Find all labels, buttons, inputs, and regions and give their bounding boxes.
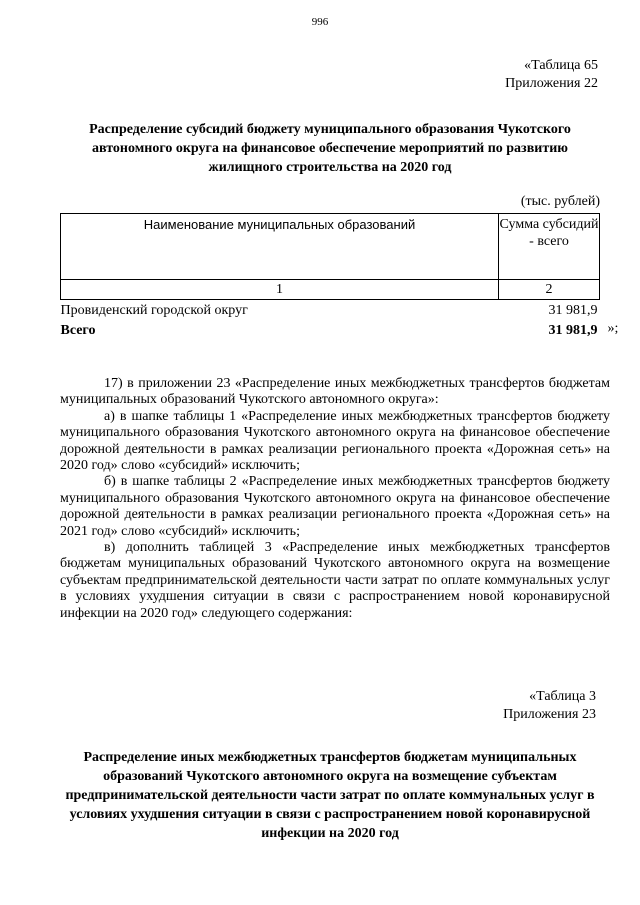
units-label: (тыс. рублей): [520, 194, 600, 209]
total-label: Всего: [60, 322, 96, 338]
page-number: 996: [311, 16, 329, 28]
table-header-row: [61, 214, 600, 280]
amendment-text: [60, 376, 610, 622]
total-row: [61, 320, 600, 340]
table-title: Распределение субсидий бюджету муниципального образования Чукотского автономного округа на финансовое обеспечение мероприятий по развитию жилищного строительства на 2020 год: [89, 122, 571, 175]
paragraph-17: 17) в приложении 23 «Распределение иных межбюджетных трансфертов бюджетам муниципальных образований Чукотского автономного округа»:: [60, 376, 610, 408]
paragraph-v: в) дополнить таблицей 3 «Распределение иных межбюджетных трансфертов бюджетам муниципальных образований Чукотского автономного округа на возмещение субъектам предпринимательской деятельности части затрат по оплате коммунальных услуг в условиях ухудшения ситуации в связи с распространением новой коронавирусной инфекции на 2020 год» следующего содержания:: [60, 540, 610, 621]
column-index-row: [61, 280, 600, 300]
subsidy-table: [60, 213, 619, 340]
paragraph-a: а) в шапке таблицы 1 «Распределение иных межбюджетных трансфертов бюджету муниципального образования Чукотского автономного округа на финансовое обеспечение дорожной деятельности в рамках реализации регионального проекта «Дорожная сеть» на 2020 год» слово «субсидий» исключить;: [60, 408, 610, 474]
header-sum: Сумма субсидий - всего: [499, 214, 600, 280]
table-row: [61, 300, 600, 321]
total-cell: [499, 320, 619, 340]
table-reference-65: [505, 57, 598, 93]
total-amount: 31 981,9: [548, 322, 598, 338]
column-index-1: 1: [61, 280, 499, 300]
table-title-2: Распределение иных межбюджетных трансфертов бюджетам муниципальных образований Чукотского автономного округа на возмещение субъектам предпринимательской деятельности части затрат по оплате коммунальных услуг в условиях ухудшения ситуации в связи с распространением новой коронавирусной инфекции на 2020 год: [65, 750, 595, 841]
table-ref-line: «Таблица 3: [529, 689, 596, 704]
paragraph-b: б) в шапке таблицы 2 «Распределение иных межбюджетных трансфертов бюджету муниципального образования Чукотского автономного округа на финансовое обеспечение дорожной деятельности в рамках реализации регионального проекта «Дорожная сеть» на 2021 год» слово «субсидий» исключить;: [60, 474, 610, 539]
table-ref-line: «Таблица 65: [524, 58, 598, 73]
municipality-name: Провиденский городской округ: [60, 302, 248, 318]
closing-quote-mark: »;: [607, 321, 619, 336]
column-index-2: 2: [499, 280, 600, 300]
header-name: Наименование муниципальных образований: [61, 214, 499, 280]
subsidy-amount: 31 981,9: [548, 302, 598, 318]
appendix-ref-line: Приложения 23: [503, 707, 596, 722]
appendix-ref-line: Приложения 22: [505, 76, 598, 91]
table-reference-3: [503, 688, 596, 724]
